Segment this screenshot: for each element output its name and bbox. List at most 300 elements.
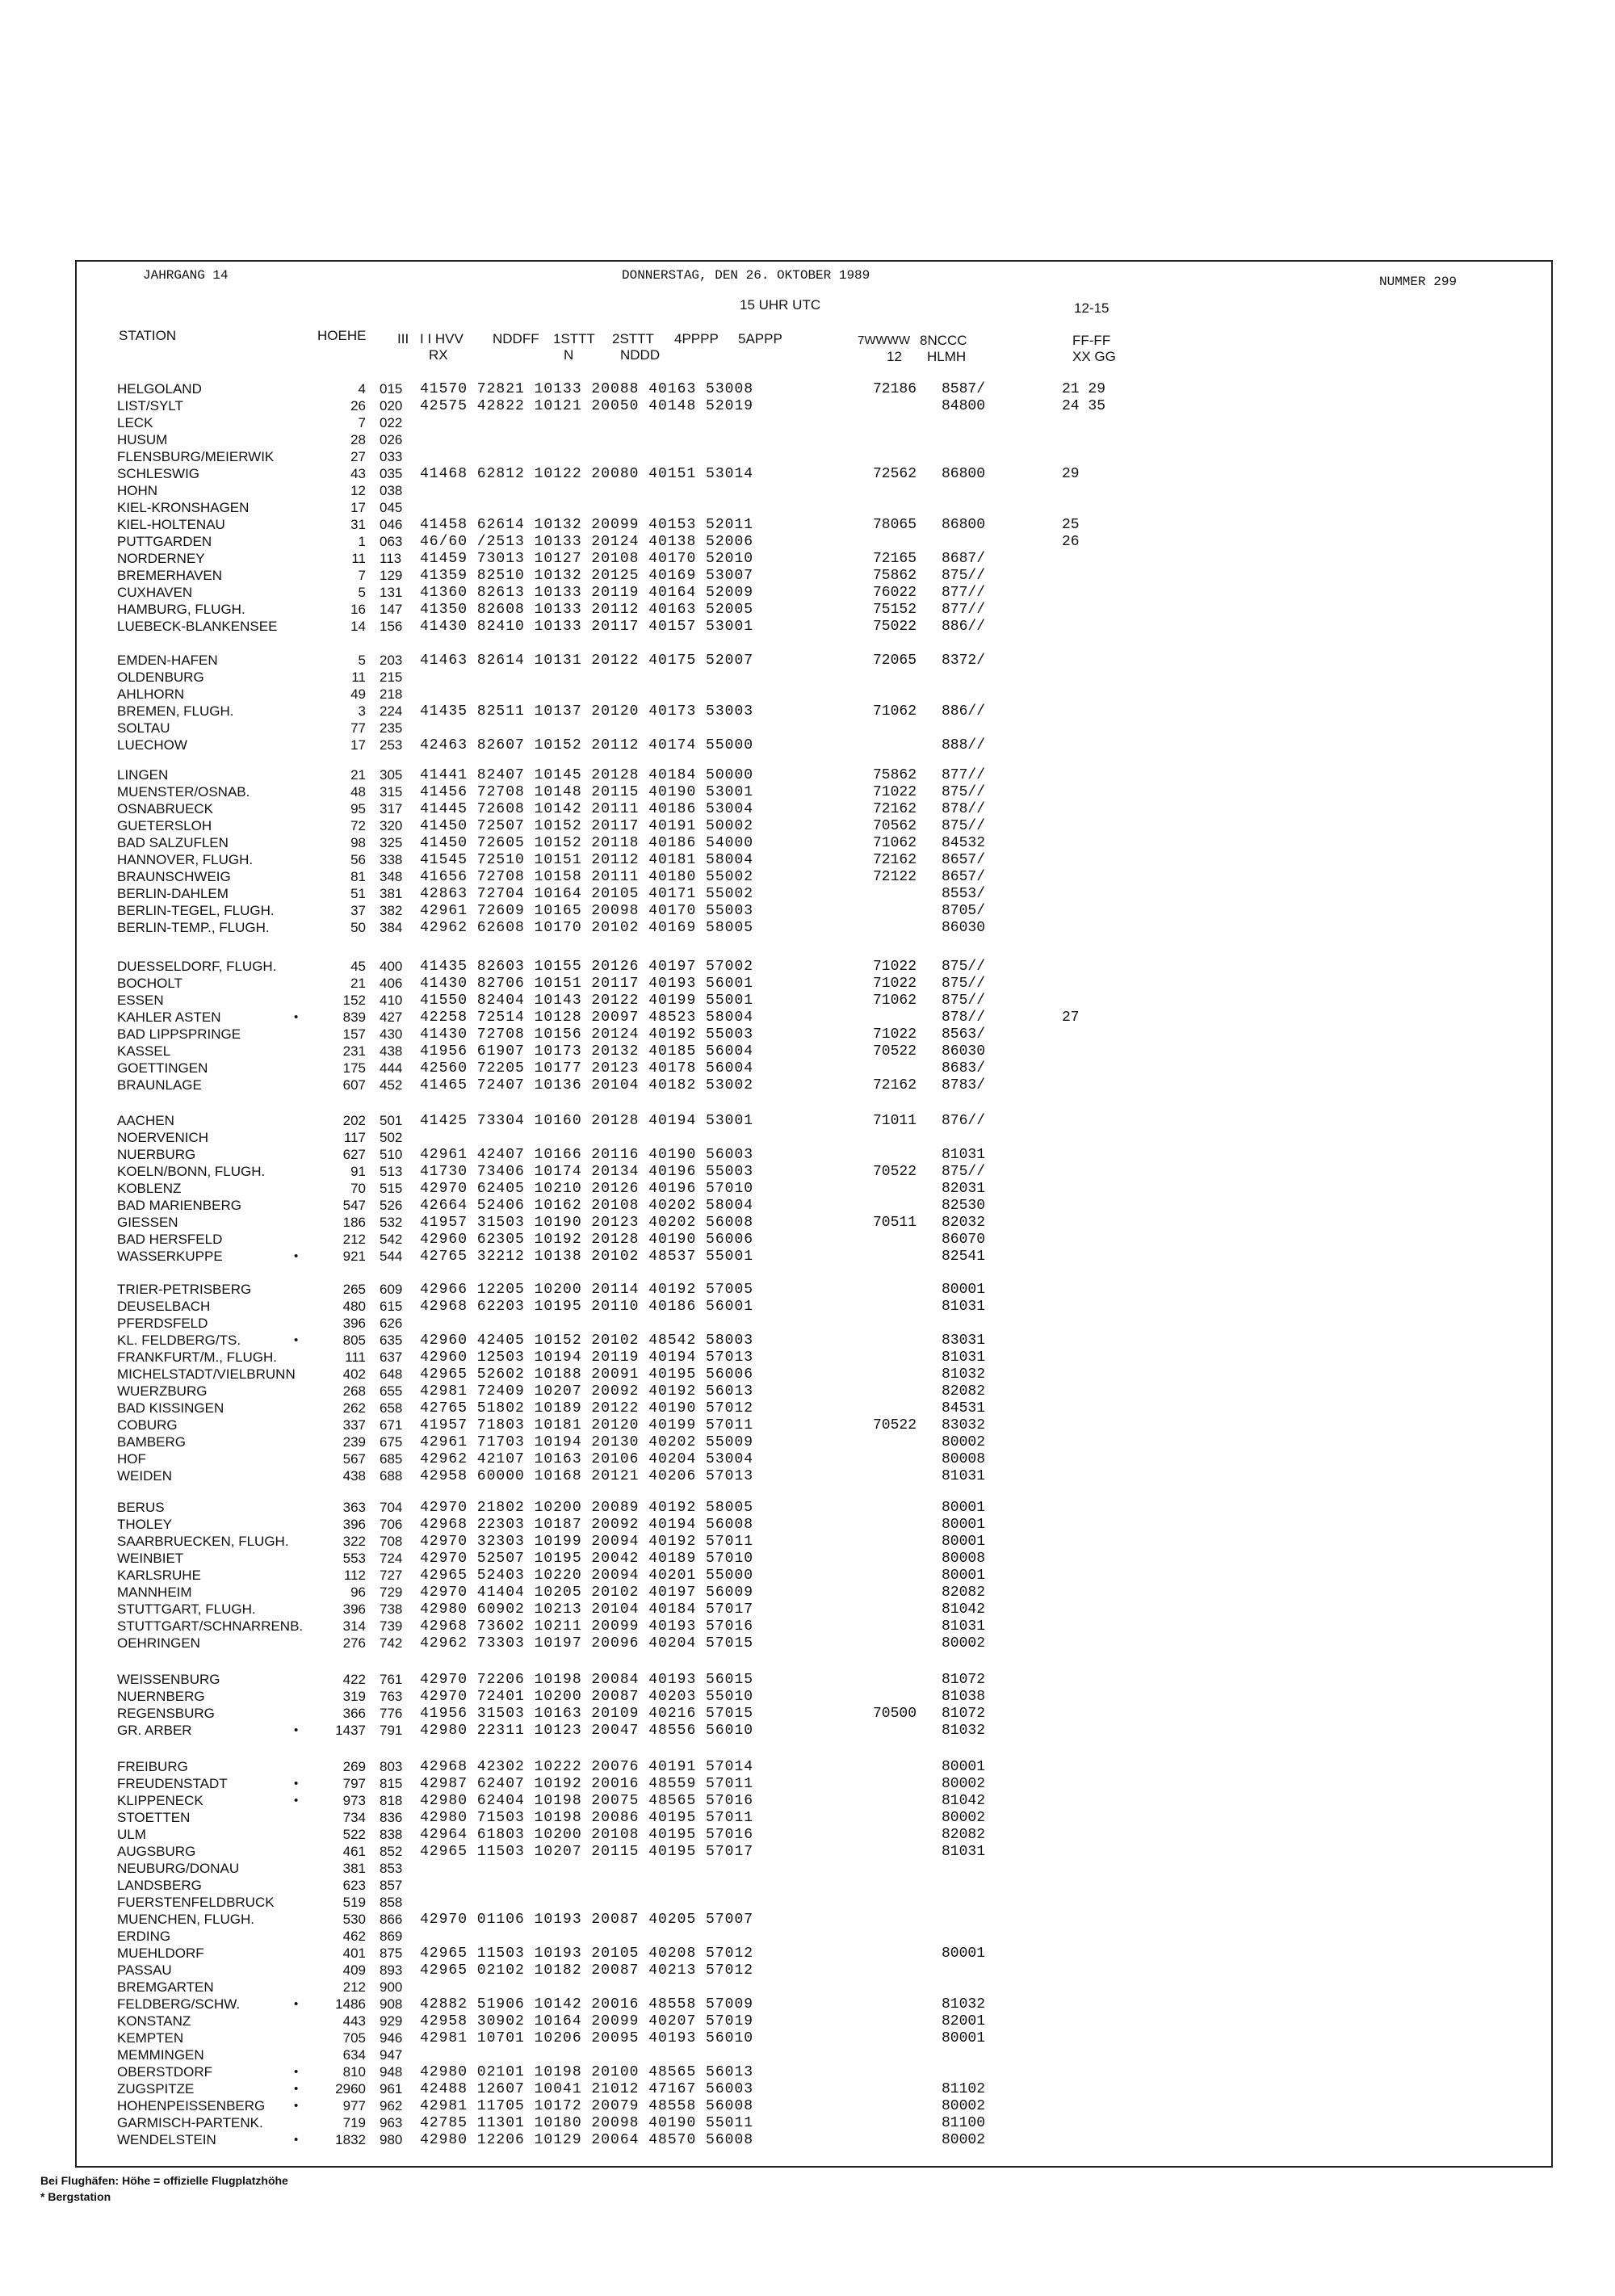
station-name: MUEHLDORF xyxy=(117,1946,204,1961)
cloud-group: 8657/ xyxy=(941,869,985,885)
table-row xyxy=(0,1844,1615,1860)
table-row xyxy=(0,993,1615,1009)
cloud-group: 876// xyxy=(941,1113,985,1129)
station-height: 16 xyxy=(350,602,366,617)
station-id: 857 xyxy=(380,1878,403,1893)
table-row xyxy=(0,1113,1615,1129)
station-name: ZUGSPITZE xyxy=(117,2081,195,2097)
station-name: NUERBURG xyxy=(117,1147,196,1162)
table-row xyxy=(0,466,1615,482)
station-id: 791 xyxy=(380,1723,403,1738)
station-name: TRIER-PETRISBERG xyxy=(117,1282,252,1297)
station-height: 810 xyxy=(342,2064,366,2080)
station-name: KEMPTEN xyxy=(117,2030,184,2046)
station-height: 627 xyxy=(342,1147,366,1162)
cloud-group: 83032 xyxy=(941,1417,985,1433)
synop-groups: 41430 72708 10156 20124 40192 55003 xyxy=(420,1026,754,1043)
table-row xyxy=(0,1316,1615,1332)
cloud-group: 8783/ xyxy=(941,1077,985,1093)
station-id: 510 xyxy=(380,1147,403,1162)
station-id: 113 xyxy=(380,551,402,566)
cloud-group: 80008 xyxy=(941,1551,985,1567)
station-name: OLDENBURG xyxy=(117,669,204,685)
station-height: 1832 xyxy=(335,2132,366,2147)
cloud-group: 80002 xyxy=(941,1810,985,1826)
station-name: THOLEY xyxy=(117,1517,173,1532)
cloud-group: 80002 xyxy=(941,1776,985,1792)
station-height: 522 xyxy=(342,1827,366,1842)
cloud-group: 81031 xyxy=(941,1299,985,1315)
station-name: LIST/SYLT xyxy=(117,398,183,413)
cloud-group: 82031 xyxy=(941,1181,985,1197)
synop-groups: 42987 62407 10192 20016 48559 57011 xyxy=(420,1776,754,1792)
station-name: AACHEN xyxy=(117,1113,174,1128)
table-row xyxy=(0,1723,1615,1739)
station-name: FREUDENSTADT xyxy=(117,1776,228,1791)
station-id: 962 xyxy=(380,2098,403,2113)
table-row xyxy=(0,1333,1615,1349)
cloud-group: 84531 xyxy=(941,1400,985,1417)
station-id: 875 xyxy=(380,1946,403,1961)
station-id: 688 xyxy=(380,1468,403,1484)
station-height: 461 xyxy=(342,1844,366,1859)
station-name: ESSEN xyxy=(117,993,164,1008)
table-row xyxy=(0,415,1615,431)
cloud-group: 81032 xyxy=(941,1366,985,1383)
cloud-group: 877// xyxy=(941,767,985,783)
station-height: 797 xyxy=(342,1776,366,1791)
table-row xyxy=(0,1232,1615,1248)
station-height: 977 xyxy=(342,2098,366,2113)
mountain-marker: • xyxy=(294,1249,299,1263)
station-name: HUSUM xyxy=(117,432,168,447)
station-id: 542 xyxy=(380,1232,403,1247)
station-id: 838 xyxy=(380,1827,403,1842)
table-row xyxy=(0,2047,1615,2063)
table-row xyxy=(0,381,1615,397)
station-name: MICHELSTADT/VIELBRUNN xyxy=(117,1366,296,1382)
mountain-marker: • xyxy=(294,1723,299,1737)
table-row xyxy=(0,1215,1615,1231)
cloud-group: 875// xyxy=(941,993,985,1009)
station-name: BOCHOLT xyxy=(117,976,182,991)
table-row xyxy=(0,1060,1615,1077)
station-name: CUXHAVEN xyxy=(117,585,193,600)
station-name: BERLIN-TEMP., FLUGH. xyxy=(117,920,270,935)
station-id: 315 xyxy=(380,784,403,800)
col-ffff-sub: XX GG xyxy=(1072,349,1116,364)
station-id: 675 xyxy=(380,1434,403,1450)
table-row xyxy=(0,669,1615,686)
col-ffff: FF-FF xyxy=(1072,333,1111,348)
table-row xyxy=(0,483,1615,499)
footnote-mountain: * Bergstation xyxy=(40,2190,111,2203)
station-id: 046 xyxy=(380,517,403,532)
table-row xyxy=(0,602,1615,618)
station-name: GUETERSLOH xyxy=(117,818,212,833)
station-name: STOETTEN xyxy=(117,1810,191,1825)
col-8nccc-sub: HLMH xyxy=(927,349,967,364)
station-height: 409 xyxy=(342,1962,366,1978)
cloud-group: 81042 xyxy=(941,1601,985,1618)
station-id: 410 xyxy=(380,993,403,1008)
cloud-group: 82082 xyxy=(941,1827,985,1843)
station-id: 724 xyxy=(380,1551,403,1566)
station-id: 501 xyxy=(380,1113,403,1128)
station-height: 2960 xyxy=(335,2081,366,2097)
station-id: 015 xyxy=(380,381,403,397)
station-name: BAD SALZUFLEN xyxy=(117,835,229,850)
cloud-group: 80001 xyxy=(941,1534,985,1550)
weather-group: 75022 xyxy=(872,619,917,635)
station-id: 946 xyxy=(380,2030,403,2046)
station-id: 609 xyxy=(380,1282,403,1297)
station-id: 035 xyxy=(380,466,403,481)
station-id: 866 xyxy=(380,1912,403,1927)
cloud-group: 8687/ xyxy=(941,551,985,567)
col-7wwww: 7WWWW xyxy=(858,334,910,347)
station-height: 734 xyxy=(342,1810,366,1825)
table-row xyxy=(0,1417,1615,1433)
table-row xyxy=(0,449,1615,465)
station-height: 17 xyxy=(350,737,366,753)
station-height: 21 xyxy=(350,976,366,991)
station-height: 11 xyxy=(351,669,366,685)
station-height: 553 xyxy=(342,1551,366,1566)
weather-group: 70500 xyxy=(872,1706,917,1722)
station-height: 17 xyxy=(350,500,366,515)
weather-group: 78065 xyxy=(872,517,917,533)
cloud-group: 80001 xyxy=(941,2030,985,2046)
cloud-group: 877// xyxy=(941,602,985,618)
weather-group: 71062 xyxy=(872,835,917,851)
synop-groups: 42981 10701 10206 20095 40193 56010 xyxy=(420,2030,754,2046)
station-name: WUERZBURG xyxy=(117,1383,208,1399)
synop-groups: 42980 22311 10123 20047 48556 56010 xyxy=(420,1723,754,1739)
weather-group: 72186 xyxy=(872,381,917,397)
station-id: 452 xyxy=(380,1077,403,1093)
table-row xyxy=(0,886,1615,902)
station-name: KARLSRUHE xyxy=(117,1568,201,1583)
cloud-group: 875// xyxy=(941,568,985,584)
col-8nccc: 8NCCC xyxy=(920,333,967,348)
table-row xyxy=(0,534,1615,550)
station-name: HELGOLAND xyxy=(117,381,202,397)
station-name: MEMMINGEN xyxy=(117,2047,204,2063)
station-id: 708 xyxy=(380,1534,403,1549)
station-name: KLIPPENECK xyxy=(117,1793,203,1808)
synop-groups: 41456 72708 10148 20115 40190 53001 xyxy=(420,784,754,800)
synop-groups: 41956 31503 10163 20109 40216 57015 xyxy=(420,1706,754,1722)
station-name: GR. ARBER xyxy=(117,1723,192,1738)
cloud-group: 82082 xyxy=(941,1383,985,1400)
cloud-group: 877// xyxy=(941,585,985,601)
station-name: PASSAU xyxy=(117,1962,172,1978)
gust-group: 25 xyxy=(1062,517,1080,533)
station-name: AHLHORN xyxy=(117,686,185,702)
weather-group: 72122 xyxy=(872,869,917,885)
station-name: BAD LIPPSPRINGE xyxy=(117,1026,241,1042)
station-name: KONSTANZ xyxy=(117,2013,191,2029)
station-name: KIEL-KRONSHAGEN xyxy=(117,500,250,515)
synop-groups: 41465 72407 10136 20104 40182 53002 xyxy=(420,1077,754,1093)
station-id: 948 xyxy=(380,2064,403,2080)
synop-groups: 42968 22303 10187 20092 40194 56008 xyxy=(420,1517,754,1533)
station-height: 157 xyxy=(342,1026,366,1042)
synop-groups: 42980 62404 10198 20075 48565 57016 xyxy=(420,1793,754,1809)
table-row xyxy=(0,1793,1615,1809)
station-id: 532 xyxy=(380,1215,403,1230)
station-id: 635 xyxy=(380,1333,403,1348)
cloud-group: 81031 xyxy=(941,1468,985,1484)
synop-groups: 42962 42107 10163 20106 40204 53004 xyxy=(420,1451,754,1467)
synop-groups: 42962 62608 10170 20102 40169 58005 xyxy=(420,920,754,936)
synop-groups: 42970 62405 10210 20126 40196 57010 xyxy=(420,1181,754,1197)
cloud-group: 80001 xyxy=(941,1517,985,1533)
station-height: 112 xyxy=(343,1568,366,1583)
mountain-marker: • xyxy=(294,2082,299,2096)
table-row xyxy=(0,1601,1615,1618)
station-name: COBURG xyxy=(117,1417,178,1433)
station-name: WENDELSTEIN xyxy=(117,2132,216,2147)
cloud-group: 82530 xyxy=(941,1198,985,1214)
footnote-airports: Bei Flughäfen: Höhe = offizielle Flugplatzhöhe xyxy=(40,2174,288,2187)
table-row xyxy=(0,2081,1615,2097)
station-id: 544 xyxy=(380,1249,403,1264)
synop-groups: 41441 82407 10145 20128 40184 50000 xyxy=(420,767,754,783)
table-row xyxy=(0,1147,1615,1163)
table-row xyxy=(0,920,1615,936)
station-height: 212 xyxy=(342,1979,366,1995)
station-height: 839 xyxy=(342,1009,366,1025)
table-row xyxy=(0,1962,1615,1979)
station-name: KASSEL xyxy=(117,1043,171,1059)
table-row xyxy=(0,568,1615,584)
weather-group: 72162 xyxy=(872,1077,917,1093)
table-row xyxy=(0,1759,1615,1775)
station-name: LANDSBERG xyxy=(117,1878,202,1893)
station-id: 526 xyxy=(380,1198,403,1213)
station-name: LECK xyxy=(117,415,153,430)
station-id: 658 xyxy=(380,1400,403,1416)
cloud-group: 81072 xyxy=(941,1672,985,1688)
table-row xyxy=(0,976,1615,992)
station-height: 5 xyxy=(358,585,366,600)
station-id: 727 xyxy=(380,1568,403,1583)
cloud-group: 82032 xyxy=(941,1215,985,1231)
table-row xyxy=(0,2098,1615,2114)
station-name: MUENSTER/OSNAB. xyxy=(117,784,250,800)
synop-groups: 41656 72708 10158 20111 40180 55002 xyxy=(420,869,754,885)
station-height: 77 xyxy=(350,720,366,736)
synop-groups: 42575 42822 10121 20050 40148 52019 xyxy=(420,398,754,414)
station-name: MUENCHEN, FLUGH. xyxy=(117,1912,255,1927)
station-id: 761 xyxy=(380,1672,403,1687)
cloud-group: 82001 xyxy=(941,2013,985,2029)
cloud-group: 83031 xyxy=(941,1333,985,1349)
cloud-group: 86070 xyxy=(941,1232,985,1248)
table-row xyxy=(0,703,1615,720)
cloud-group: 886// xyxy=(941,619,985,635)
station-id: 020 xyxy=(380,398,403,413)
station-id: 729 xyxy=(380,1585,403,1600)
station-id: 852 xyxy=(380,1844,403,1859)
weather-group: 71022 xyxy=(872,959,917,975)
cloud-group: 80001 xyxy=(941,1759,985,1775)
station-name: BRAUNSCHWEIG xyxy=(117,869,231,884)
station-id: 637 xyxy=(380,1349,403,1365)
cloud-group: 81032 xyxy=(941,1996,985,2013)
station-height: 396 xyxy=(342,1316,366,1331)
station-name: OBERSTDORF xyxy=(117,2064,213,2080)
station-height: 396 xyxy=(342,1517,366,1532)
station-height: 422 xyxy=(342,1672,366,1687)
station-height: 96 xyxy=(350,1585,366,1600)
weather-group: 72562 xyxy=(872,466,917,482)
station-id: 033 xyxy=(380,449,403,464)
station-height: 72 xyxy=(350,818,366,833)
station-height: 111 xyxy=(345,1349,366,1365)
mountain-marker: • xyxy=(294,1333,299,1347)
table-row xyxy=(0,737,1615,753)
station-id: 348 xyxy=(380,869,403,884)
station-height: 5 xyxy=(358,653,366,668)
station-id: 685 xyxy=(380,1451,403,1467)
station-name: BERUS xyxy=(117,1500,165,1515)
col-ihvv: I I HVV xyxy=(420,331,464,346)
station-height: 462 xyxy=(342,1929,366,1944)
cloud-group: 81032 xyxy=(941,1723,985,1739)
station-name: HOF xyxy=(117,1451,146,1467)
synop-groups: 42965 11503 10193 20105 40208 57012 xyxy=(420,1946,754,1962)
station-name: GARMISCH-PARTENK. xyxy=(117,2115,263,2130)
synop-groups: 42970 32303 10199 20094 40192 57011 xyxy=(420,1534,754,1550)
col-5appp: 5APPP xyxy=(738,331,782,346)
station-height: 262 xyxy=(342,1400,366,1416)
station-height: 48 xyxy=(350,784,366,800)
station-height: 11 xyxy=(351,551,366,566)
station-id: 317 xyxy=(380,801,403,816)
station-id: 235 xyxy=(380,720,403,736)
station-id: 382 xyxy=(380,903,403,918)
synop-groups: 42961 42407 10166 20116 40190 56003 xyxy=(420,1147,754,1163)
station-height: 269 xyxy=(342,1759,366,1774)
cloud-group: 81031 xyxy=(941,1618,985,1635)
table-row xyxy=(0,1468,1615,1484)
table-row xyxy=(0,1672,1615,1688)
station-id: 063 xyxy=(380,534,403,549)
cloud-group: 80002 xyxy=(941,2098,985,2114)
station-id: 869 xyxy=(380,1929,403,1944)
table-row xyxy=(0,1043,1615,1060)
synop-groups: 42981 11705 10172 20079 48558 56008 xyxy=(420,2098,754,2114)
mountain-marker: • xyxy=(294,1777,299,1790)
col-ihvv-sub: RX xyxy=(429,347,448,363)
station-height: 98 xyxy=(350,835,366,850)
station-id: 704 xyxy=(380,1500,403,1515)
synop-groups: 42258 72514 10128 20097 48523 58004 xyxy=(420,1009,754,1026)
col-iii: III xyxy=(397,331,409,346)
cloud-group: 81072 xyxy=(941,1706,985,1722)
table-row xyxy=(0,686,1615,703)
station-id: 742 xyxy=(380,1635,403,1651)
weather-group: 71062 xyxy=(872,993,917,1009)
station-id: 803 xyxy=(380,1759,403,1774)
table-row xyxy=(0,852,1615,868)
table-row xyxy=(0,1618,1615,1635)
table-row xyxy=(0,585,1615,601)
station-height: 268 xyxy=(342,1383,366,1399)
time-label: 15 UHR UTC xyxy=(740,297,821,313)
cloud-group: 86800 xyxy=(941,466,985,482)
station-name: BREMGARTEN xyxy=(117,1979,214,1995)
table-row xyxy=(0,1979,1615,1996)
cloud-group: 81031 xyxy=(941,1147,985,1163)
station-id: 203 xyxy=(380,653,403,668)
table-row xyxy=(0,517,1615,533)
station-id: 320 xyxy=(380,818,403,833)
station-id: 045 xyxy=(380,500,403,515)
station-height: 480 xyxy=(342,1299,366,1314)
synop-groups: 42960 12503 10194 20119 40194 57013 xyxy=(420,1349,754,1366)
synop-groups: 41957 71803 10181 20120 40199 57011 xyxy=(420,1417,754,1433)
station-name: GOETTINGEN xyxy=(117,1060,208,1076)
station-height: 322 xyxy=(342,1534,366,1549)
weather-group: 75152 xyxy=(872,602,917,618)
station-name: NUERNBERG xyxy=(117,1689,205,1704)
table-row xyxy=(0,1912,1615,1928)
cloud-group: 875// xyxy=(941,959,985,975)
station-name: KAHLER ASTEN xyxy=(117,1009,221,1025)
station-id: 980 xyxy=(380,2132,403,2147)
station-id: 325 xyxy=(380,835,403,850)
station-name: LINGEN xyxy=(117,767,169,783)
station-height: 1486 xyxy=(335,1996,366,2012)
cloud-group: 81031 xyxy=(941,1844,985,1860)
station-name: BERLIN-TEGEL, FLUGH. xyxy=(117,903,275,918)
synop-groups: 42980 02101 10198 20100 48565 56013 xyxy=(420,2064,754,2080)
weather-group: 72162 xyxy=(872,801,917,817)
synop-groups: 41463 82614 10131 20122 40175 52007 xyxy=(420,653,754,669)
station-id: 858 xyxy=(380,1895,403,1910)
station-height: 381 xyxy=(342,1861,366,1876)
weather-group: 71022 xyxy=(872,1026,917,1043)
synop-groups: 41445 72608 10142 20111 40186 53004 xyxy=(420,801,754,817)
issue-number: NUMMER 299 xyxy=(1379,275,1458,289)
table-row xyxy=(0,653,1615,669)
station-height: 152 xyxy=(342,993,366,1008)
station-height: 319 xyxy=(342,1689,366,1704)
synop-groups: 41468 62812 10122 20080 40151 53014 xyxy=(420,466,754,482)
station-height: 117 xyxy=(343,1130,366,1145)
station-height: 1437 xyxy=(335,1723,366,1738)
table-row xyxy=(0,1164,1615,1180)
station-name: FREIBURG xyxy=(117,1759,188,1774)
station-name: HANNOVER, FLUGH. xyxy=(117,852,254,867)
synop-groups: 42965 02102 10182 20087 40213 57012 xyxy=(420,1962,754,1979)
station-id: 900 xyxy=(380,1979,403,1995)
station-height: 623 xyxy=(342,1878,366,1893)
cloud-group: 8657/ xyxy=(941,852,985,868)
station-id: 671 xyxy=(380,1417,403,1433)
synop-groups: 41435 82511 10137 20120 40173 53003 xyxy=(420,703,754,720)
cloud-group: 875// xyxy=(941,976,985,992)
synop-groups: 42961 71703 10194 20130 40202 55009 xyxy=(420,1434,754,1450)
synop-groups: 42958 30902 10164 20099 40207 57019 xyxy=(420,2013,754,2029)
station-id: 381 xyxy=(380,886,403,901)
station-height: 81 xyxy=(350,869,366,884)
station-id: 406 xyxy=(380,976,403,991)
